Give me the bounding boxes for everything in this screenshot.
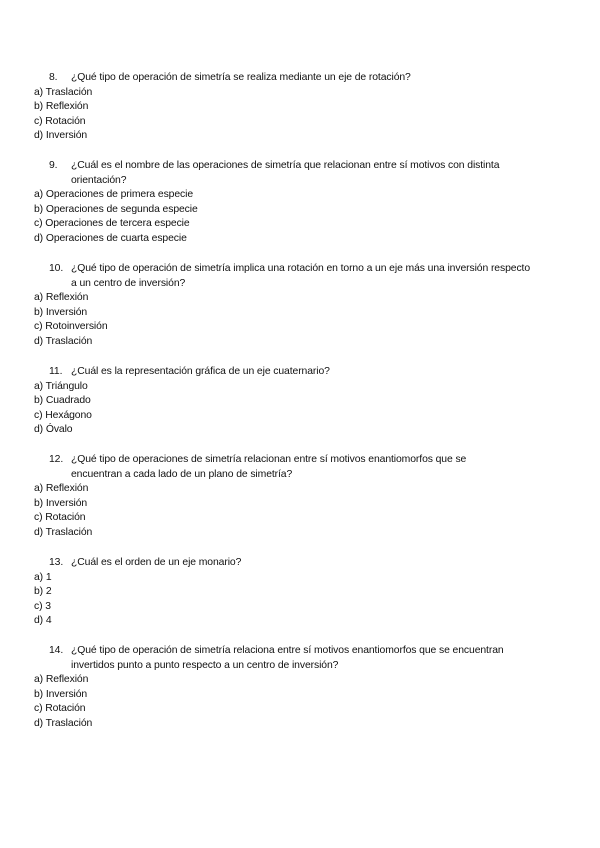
question-number: 12.: [49, 454, 64, 465]
option-text: Traslación: [45, 526, 93, 538]
option-text: Reflexión: [45, 674, 89, 686]
option-text: 2: [45, 586, 52, 598]
question-text: ¿Qué tipo de operaciones de simetría relacionan entre sí motivos enantiomorfos que se encuentran a cada lado de un plano de simetría?: [71, 454, 467, 480]
option-b: [34, 688, 544, 703]
option-b: [34, 203, 544, 218]
option-c: [34, 409, 544, 424]
option-d: [34, 526, 544, 541]
option-text: Reflexión: [45, 292, 89, 304]
option-d: [34, 129, 544, 144]
option-letter: c): [34, 321, 43, 333]
option-text: Reflexión: [45, 483, 89, 495]
option-d: [34, 232, 544, 247]
question-prompt: [34, 71, 544, 86]
option-text: Operaciones de segunda especie: [45, 203, 198, 215]
option-text: Operaciones de primera especie: [45, 189, 194, 201]
option-a: [34, 86, 544, 101]
option-letter: b): [34, 688, 44, 700]
question-13: [34, 556, 544, 629]
option-letter: d): [34, 130, 44, 142]
option-b: [34, 306, 544, 321]
question-number: 13.: [49, 557, 64, 568]
option-a: [34, 188, 544, 203]
option-text: Inversión: [45, 130, 88, 142]
question-11: [34, 365, 544, 438]
option-text: Inversión: [45, 497, 88, 509]
option-letter: d): [34, 615, 44, 627]
option-a: [34, 571, 544, 586]
question-text: ¿Qué tipo de operación de simetría se realiza mediante un eje de rotación?: [71, 72, 411, 83]
question-9: [34, 159, 544, 247]
question-text: ¿Cuál es el nombre de las operaciones de simetría que relacionan entre sí motivos con distinta orientación?: [71, 160, 500, 186]
option-d: [34, 423, 544, 438]
option-text: Inversión: [45, 306, 88, 318]
option-text: Traslación: [45, 86, 93, 98]
option-letter: b): [34, 395, 44, 407]
question-10: [34, 262, 544, 350]
question-prompt: [34, 453, 544, 482]
option-c: [34, 320, 544, 335]
question-number: 8.: [49, 72, 58, 83]
option-letter: b): [34, 586, 44, 598]
option-letter: d): [34, 424, 44, 436]
option-letter: c): [34, 600, 43, 612]
option-text: Inversión: [45, 688, 88, 700]
question-text: ¿Cuál es el orden de un eje monario?: [71, 557, 242, 568]
option-letter: b): [34, 203, 44, 215]
option-text: Cuadrado: [45, 395, 91, 407]
question-prompt: [34, 556, 544, 571]
option-letter: d): [34, 526, 44, 538]
option-b: [34, 585, 544, 600]
option-c: [34, 600, 544, 615]
option-d: [34, 335, 544, 350]
question-prompt: [34, 365, 544, 380]
question-12: [34, 453, 544, 541]
option-d: [34, 614, 544, 629]
option-a: [34, 673, 544, 688]
option-b: [34, 100, 544, 115]
question-number: 9.: [49, 160, 58, 171]
option-letter: a): [34, 86, 44, 98]
option-text: Rotación: [45, 703, 86, 715]
option-letter: d): [34, 717, 44, 729]
question-14: [34, 644, 544, 732]
question-number: 11.: [49, 366, 63, 377]
option-letter: b): [34, 101, 44, 113]
option-letter: c): [34, 409, 43, 421]
question-text: ¿Qué tipo de operación de simetría implica una rotación en torno a un eje más una inversión respecto a un centro de inversión?: [71, 263, 531, 289]
option-letter: a): [34, 483, 44, 495]
question-8: [34, 71, 544, 144]
option-text: Rotoinversión: [45, 321, 108, 333]
option-letter: d): [34, 232, 44, 244]
option-c: [34, 217, 544, 232]
option-text: Operaciones de tercera especie: [45, 218, 190, 230]
option-letter: c): [34, 218, 43, 230]
option-b: [34, 394, 544, 409]
option-letter: c): [34, 512, 43, 524]
option-text: Reflexión: [45, 101, 89, 113]
option-text: Triángulo: [45, 380, 88, 392]
option-text: Hexágono: [45, 409, 92, 421]
option-text: 4: [45, 615, 52, 627]
option-text: 3: [45, 600, 51, 612]
option-text: Traslación: [45, 717, 93, 729]
option-a: [34, 380, 544, 395]
option-a: [34, 482, 544, 497]
option-letter: a): [34, 674, 44, 686]
option-text: 1: [45, 571, 52, 583]
question-text: ¿Qué tipo de operación de simetría relaciona entre sí motivos enantiomorfos que se encuentran invertidos punto a punto respecto a un centro de inversión?: [71, 645, 504, 671]
question-number: 14.: [49, 645, 64, 656]
option-letter: a): [34, 571, 44, 583]
option-letter: b): [34, 306, 44, 318]
option-c: [34, 511, 544, 526]
option-letter: a): [34, 292, 44, 304]
option-letter: d): [34, 335, 44, 347]
option-letter: a): [34, 380, 44, 392]
option-d: [34, 717, 544, 732]
option-letter: c): [34, 115, 43, 127]
option-text: Rotación: [45, 512, 86, 524]
question-prompt: [34, 644, 544, 673]
option-c: [34, 115, 544, 130]
option-a: [34, 291, 544, 306]
option-c: [34, 702, 544, 717]
option-text: Operaciones de cuarta especie: [45, 232, 187, 244]
option-letter: b): [34, 497, 44, 509]
option-text: Rotación: [45, 115, 86, 127]
question-number: 10.: [49, 263, 64, 274]
option-letter: a): [34, 189, 44, 201]
option-b: [34, 497, 544, 512]
question-text: ¿Cuál es la representación gráfica de un eje cuaternario?: [71, 366, 330, 377]
question-prompt: [34, 262, 544, 291]
question-prompt: [34, 159, 544, 188]
option-text: Traslación: [45, 335, 93, 347]
option-letter: c): [34, 703, 43, 715]
option-text: Óvalo: [45, 424, 73, 436]
